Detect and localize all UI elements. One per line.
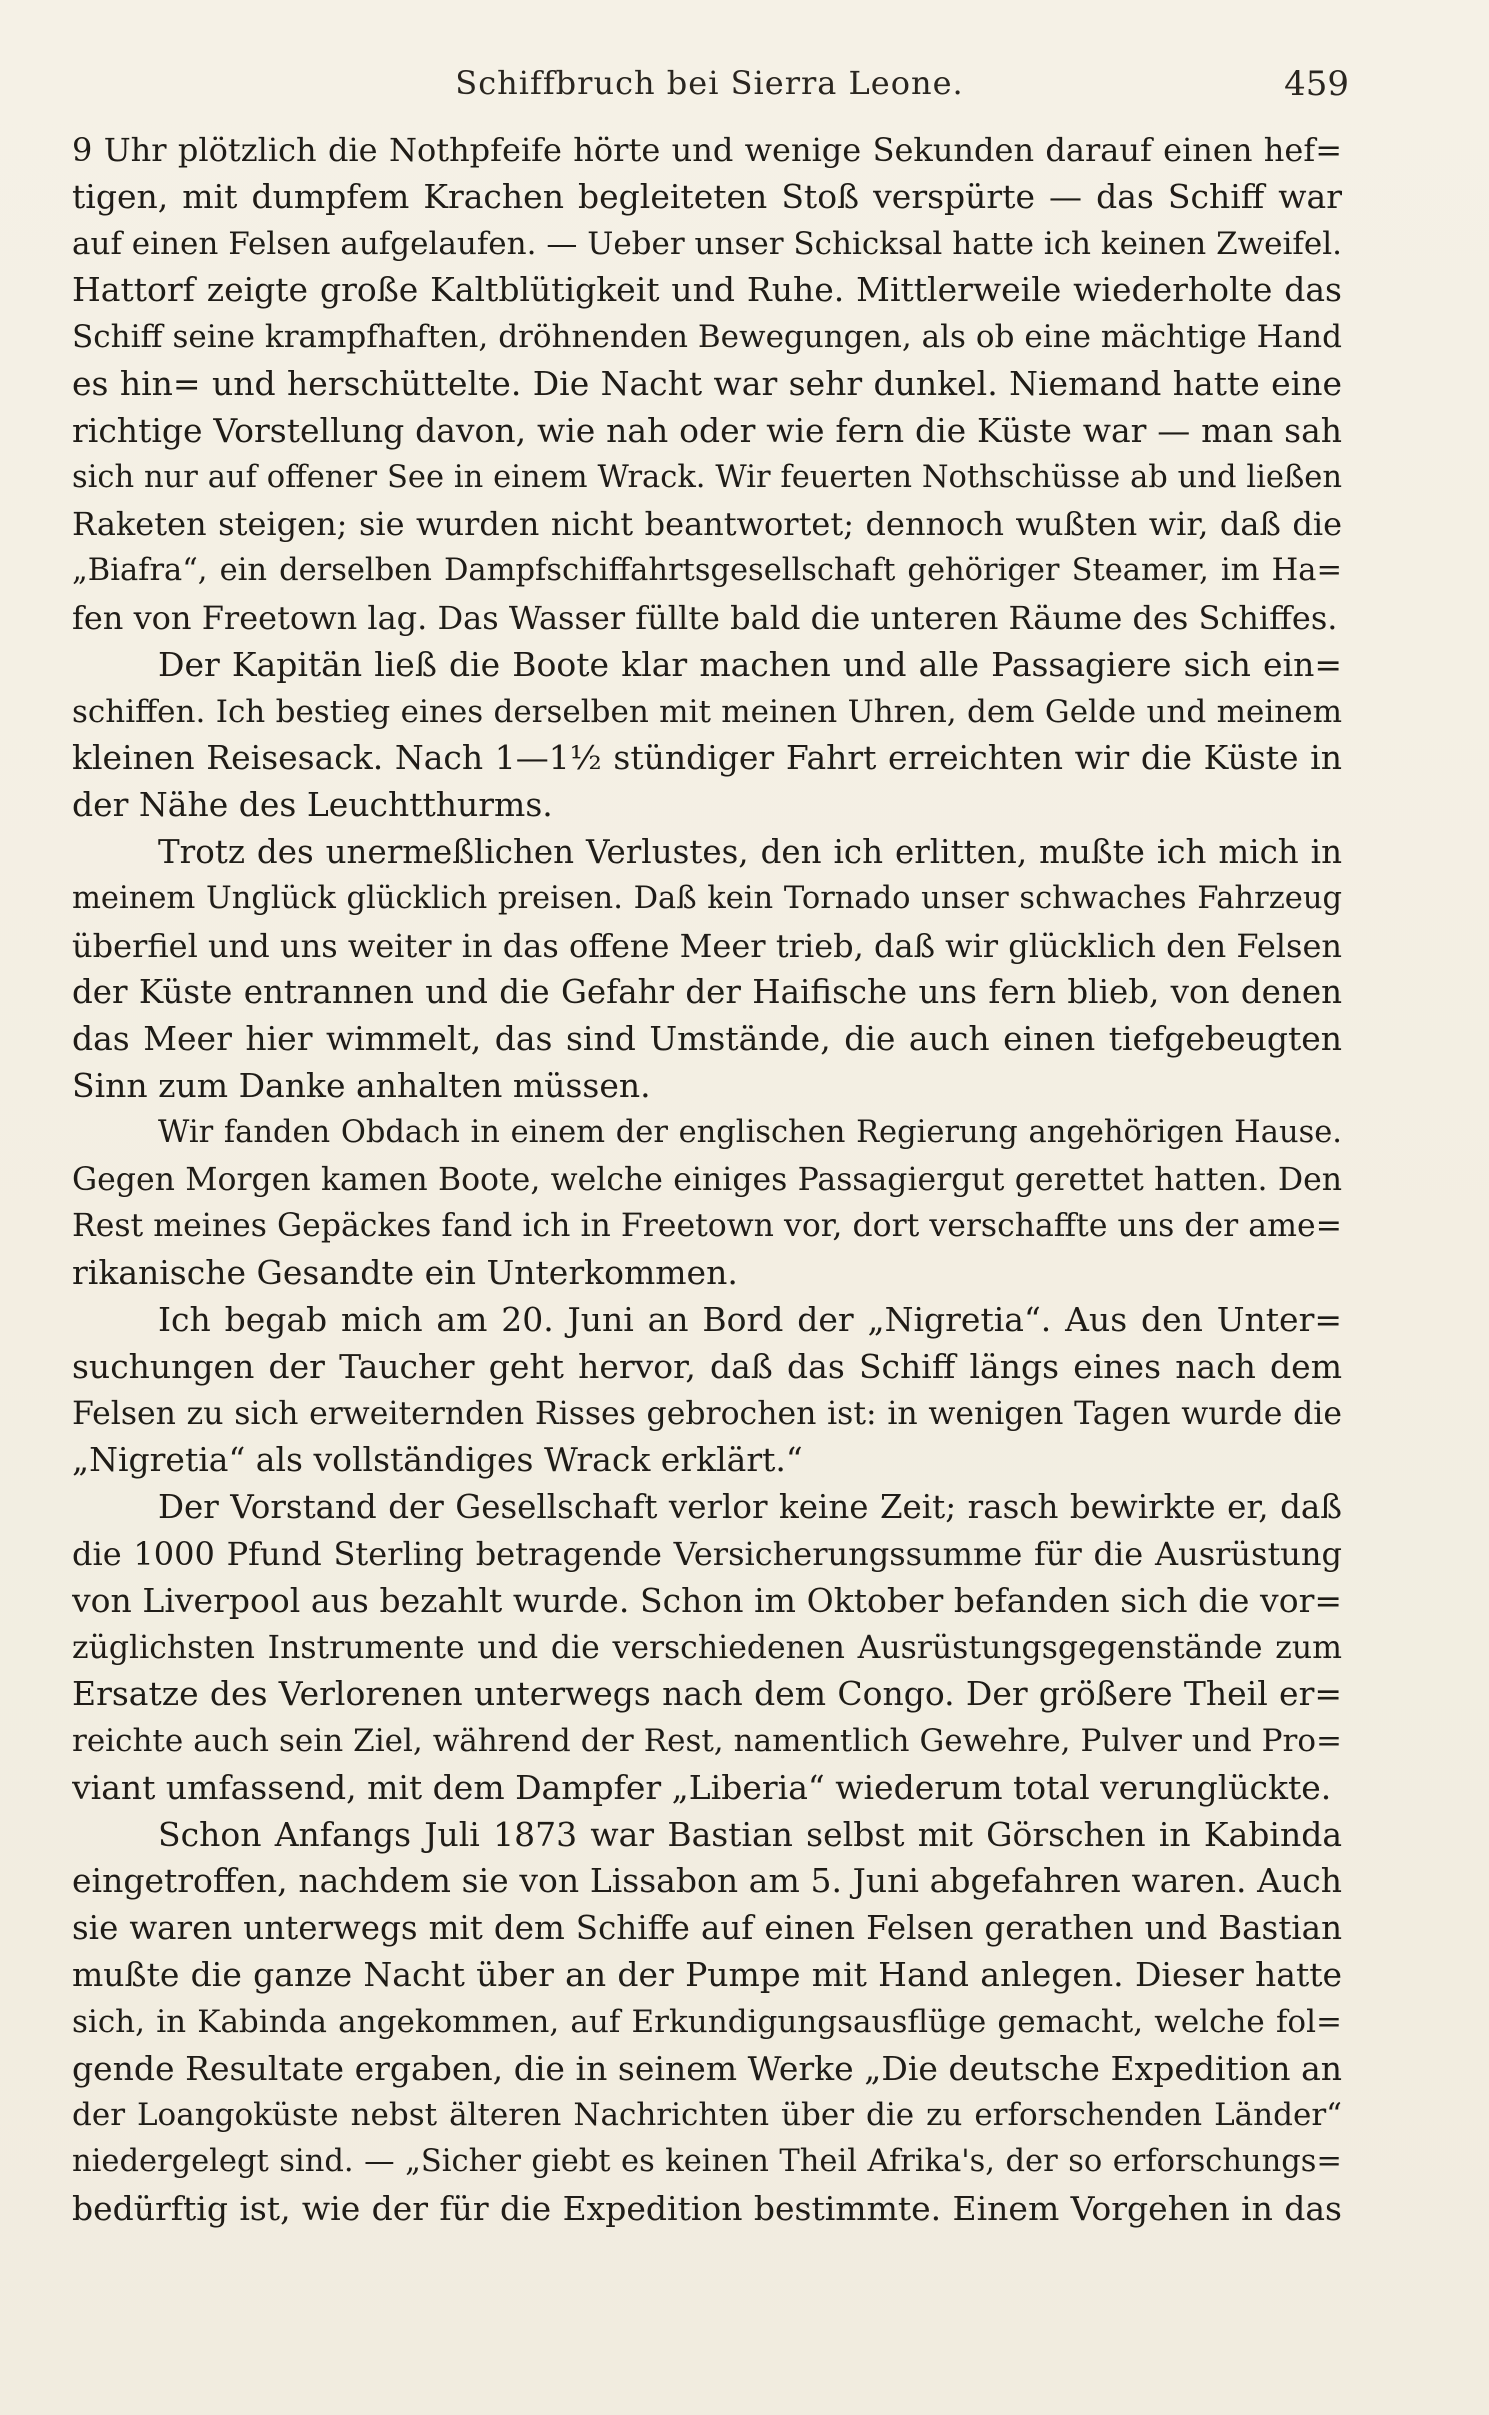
text-line: gende Resultate ergaben, die in seinem Werke „Die deutsche Expedition an xyxy=(72,2048,1342,2088)
text-line: Trotz des unermeßlichen Verlustes, den ich erlitten, mußte ich mich in xyxy=(158,832,1342,871)
text-line: Schiff seine krampfhaften, dröhnenden Bewegungen, als ob eine mächtige Hand xyxy=(72,319,1342,356)
page-number: 459 xyxy=(1284,64,1349,104)
text-line: auf einen Felsen aufgelaufen. — Ueber unser Schicksal hatte ich keinen Zweifel. xyxy=(72,225,1342,262)
text-line: züglichsten Instrumente und die verschiedenen Ausrüstungsgegenstände zum xyxy=(72,1629,1342,1666)
text-line: fen von Freetown lag. Das Wasser füllte bald die unteren Räume des Schiffes. xyxy=(72,598,1338,637)
text-line: das Meer hier wimmelt, das sind Umstände, die auch einen tiefgebeugten xyxy=(72,1019,1342,1059)
text-line: Wir fanden Obdach in einem der englischen Regierung angehörigen Hause. xyxy=(158,1114,1342,1150)
text-line: Der Kapitän ließ die Boote klar machen und alle Passagiere sich ein= xyxy=(158,644,1342,684)
text-line: Gegen Morgen kamen Boote, welche einiges Passagiergut gerettet hatten. Den xyxy=(72,1161,1342,1198)
text-line: der Nähe des Leuchtthurms. xyxy=(72,785,553,825)
text-line: Ersatze des Verlorenen unterwegs nach dem Congo. Der größere Theil er= xyxy=(72,1674,1342,1714)
text-line: 9 Uhr plötzlich die Nothpfeife hörte und wenige Sekunden darauf einen hef= xyxy=(72,131,1342,169)
text-line: Rest meines Gepäckes fand ich in Freetown vor, dort verschaffte uns der ame= xyxy=(72,1208,1342,1245)
text-line: der Küste entrannen und die Gefahr der Haifische uns fern blieb, von denen xyxy=(72,973,1342,1012)
text-line: sie waren unterwegs mit dem Schiffe auf einen Felsen gerathen und Bastian xyxy=(72,1909,1342,1948)
text-line: niedergelegt sind. — „Sicher giebt es keinen Theil Afrika's, der so erforschungs= xyxy=(72,2144,1342,2180)
text-line: viant umfassend, mit dem Dampfer „Liberia“ wiederum total verunglückte. xyxy=(72,1767,1332,1807)
running-head xyxy=(70,64,1349,108)
text-line: kleinen Reisesack. Nach 1—1½ stündiger Fahrt erreichten wir die Küste in xyxy=(72,738,1342,778)
text-line: suchungen der Taucher geht hervor, daß das Schiff längs eines nach dem xyxy=(72,1346,1342,1386)
text-line: Schon Anfangs Juli 1873 war Bastian selbst mit Görschen in Kabinda xyxy=(158,1814,1342,1854)
text-line: Felsen zu sich erweiternden Risses gebrochen ist: in wenigen Tagen wurde die xyxy=(72,1395,1342,1432)
text-line: Ich begab mich am 20. Juni an Bord der „Nigretia“. Aus den Unter= xyxy=(158,1299,1342,1339)
text-line: Der Vorstand der Gesellschaft verlor keine Zeit; rasch bewirkte er, daß xyxy=(158,1488,1342,1527)
text-line: reichte auch sein Ziel, während der Rest, namentlich Gewehre, Pulver und Pro= xyxy=(72,1723,1342,1760)
text-line: von Liverpool aus bezahlt wurde. Schon im Oktober befanden sich die vor= xyxy=(72,1580,1342,1620)
text-line: Raketen steigen; sie wurden nicht beantwortet; dennoch wußten wir, daß die xyxy=(72,505,1342,544)
text-line: tigen, mit dumpfem Krachen begleiteten Stoß verspürte — das Schiff war xyxy=(72,176,1342,216)
text-line: bedürftig ist, wie der für die Expedition bestimmte. Einem Vorgehen in das xyxy=(72,2189,1342,2229)
text-line: Sinn zum Danke anhalten müssen. xyxy=(72,1065,651,1105)
text-line: schiffen. Ich bestieg eines derselben mit meinen Uhren, dem Gelde und meinem xyxy=(72,693,1342,730)
text-line: „Nigretia“ als vollständiges Wrack erklärt.“ xyxy=(72,1440,803,1480)
text-line: rikanische Gesandte ein Unterkommen. xyxy=(72,1253,738,1293)
text-line: mußte die ganze Nacht über an der Pumpe mit Hand anlegen. Dieser hatte xyxy=(72,1955,1342,1995)
body-text xyxy=(72,127,1342,2233)
text-line: sich, in Kabinda angekommen, auf Erkundigungsausflüge gemacht, welche fol= xyxy=(72,2003,1342,2040)
text-line: richtige Vorstellung davon, wie nah oder wie fern die Küste war — man sah xyxy=(72,410,1342,450)
text-line: sich nur auf offener See in einem Wrack. Wir feuerten Nothschüsse ab und ließen xyxy=(72,459,1342,495)
text-line: „Biafra“, ein derselben Dampfschiffahrtsgesellschaft gehöriger Steamer, im Ha= xyxy=(72,553,1342,589)
text-line: eingetroffen, nachdem sie von Lissabon am 5. Juni abgefahren waren. Auch xyxy=(72,1861,1342,1901)
running-title: Schiffbruch bei Sierra Leone. xyxy=(455,64,964,102)
text-line: Hattorf zeigte große Kaltblütigkeit und Ruhe. Mittlerweile wiederholte das xyxy=(72,270,1342,310)
text-line: der Loangoküste nebst älteren Nachrichten über die zu erforschenden Länder“ xyxy=(72,2097,1342,2134)
text-line: meinem Unglück glücklich preisen. Daß kein Tornado unser schwaches Fahrzeug xyxy=(72,880,1342,916)
text-line: die 1000 Pfund Sterling betragende Versicherungssumme für die Ausrüstung xyxy=(72,1534,1342,1573)
text-line: es hin= und herschüttelte. Die Nacht war sehr dunkel. Niemand hatte eine xyxy=(72,363,1342,403)
text-line: überfiel und uns weiter in das offene Meer trieb, daß wir glücklich den Felsen xyxy=(72,926,1342,965)
